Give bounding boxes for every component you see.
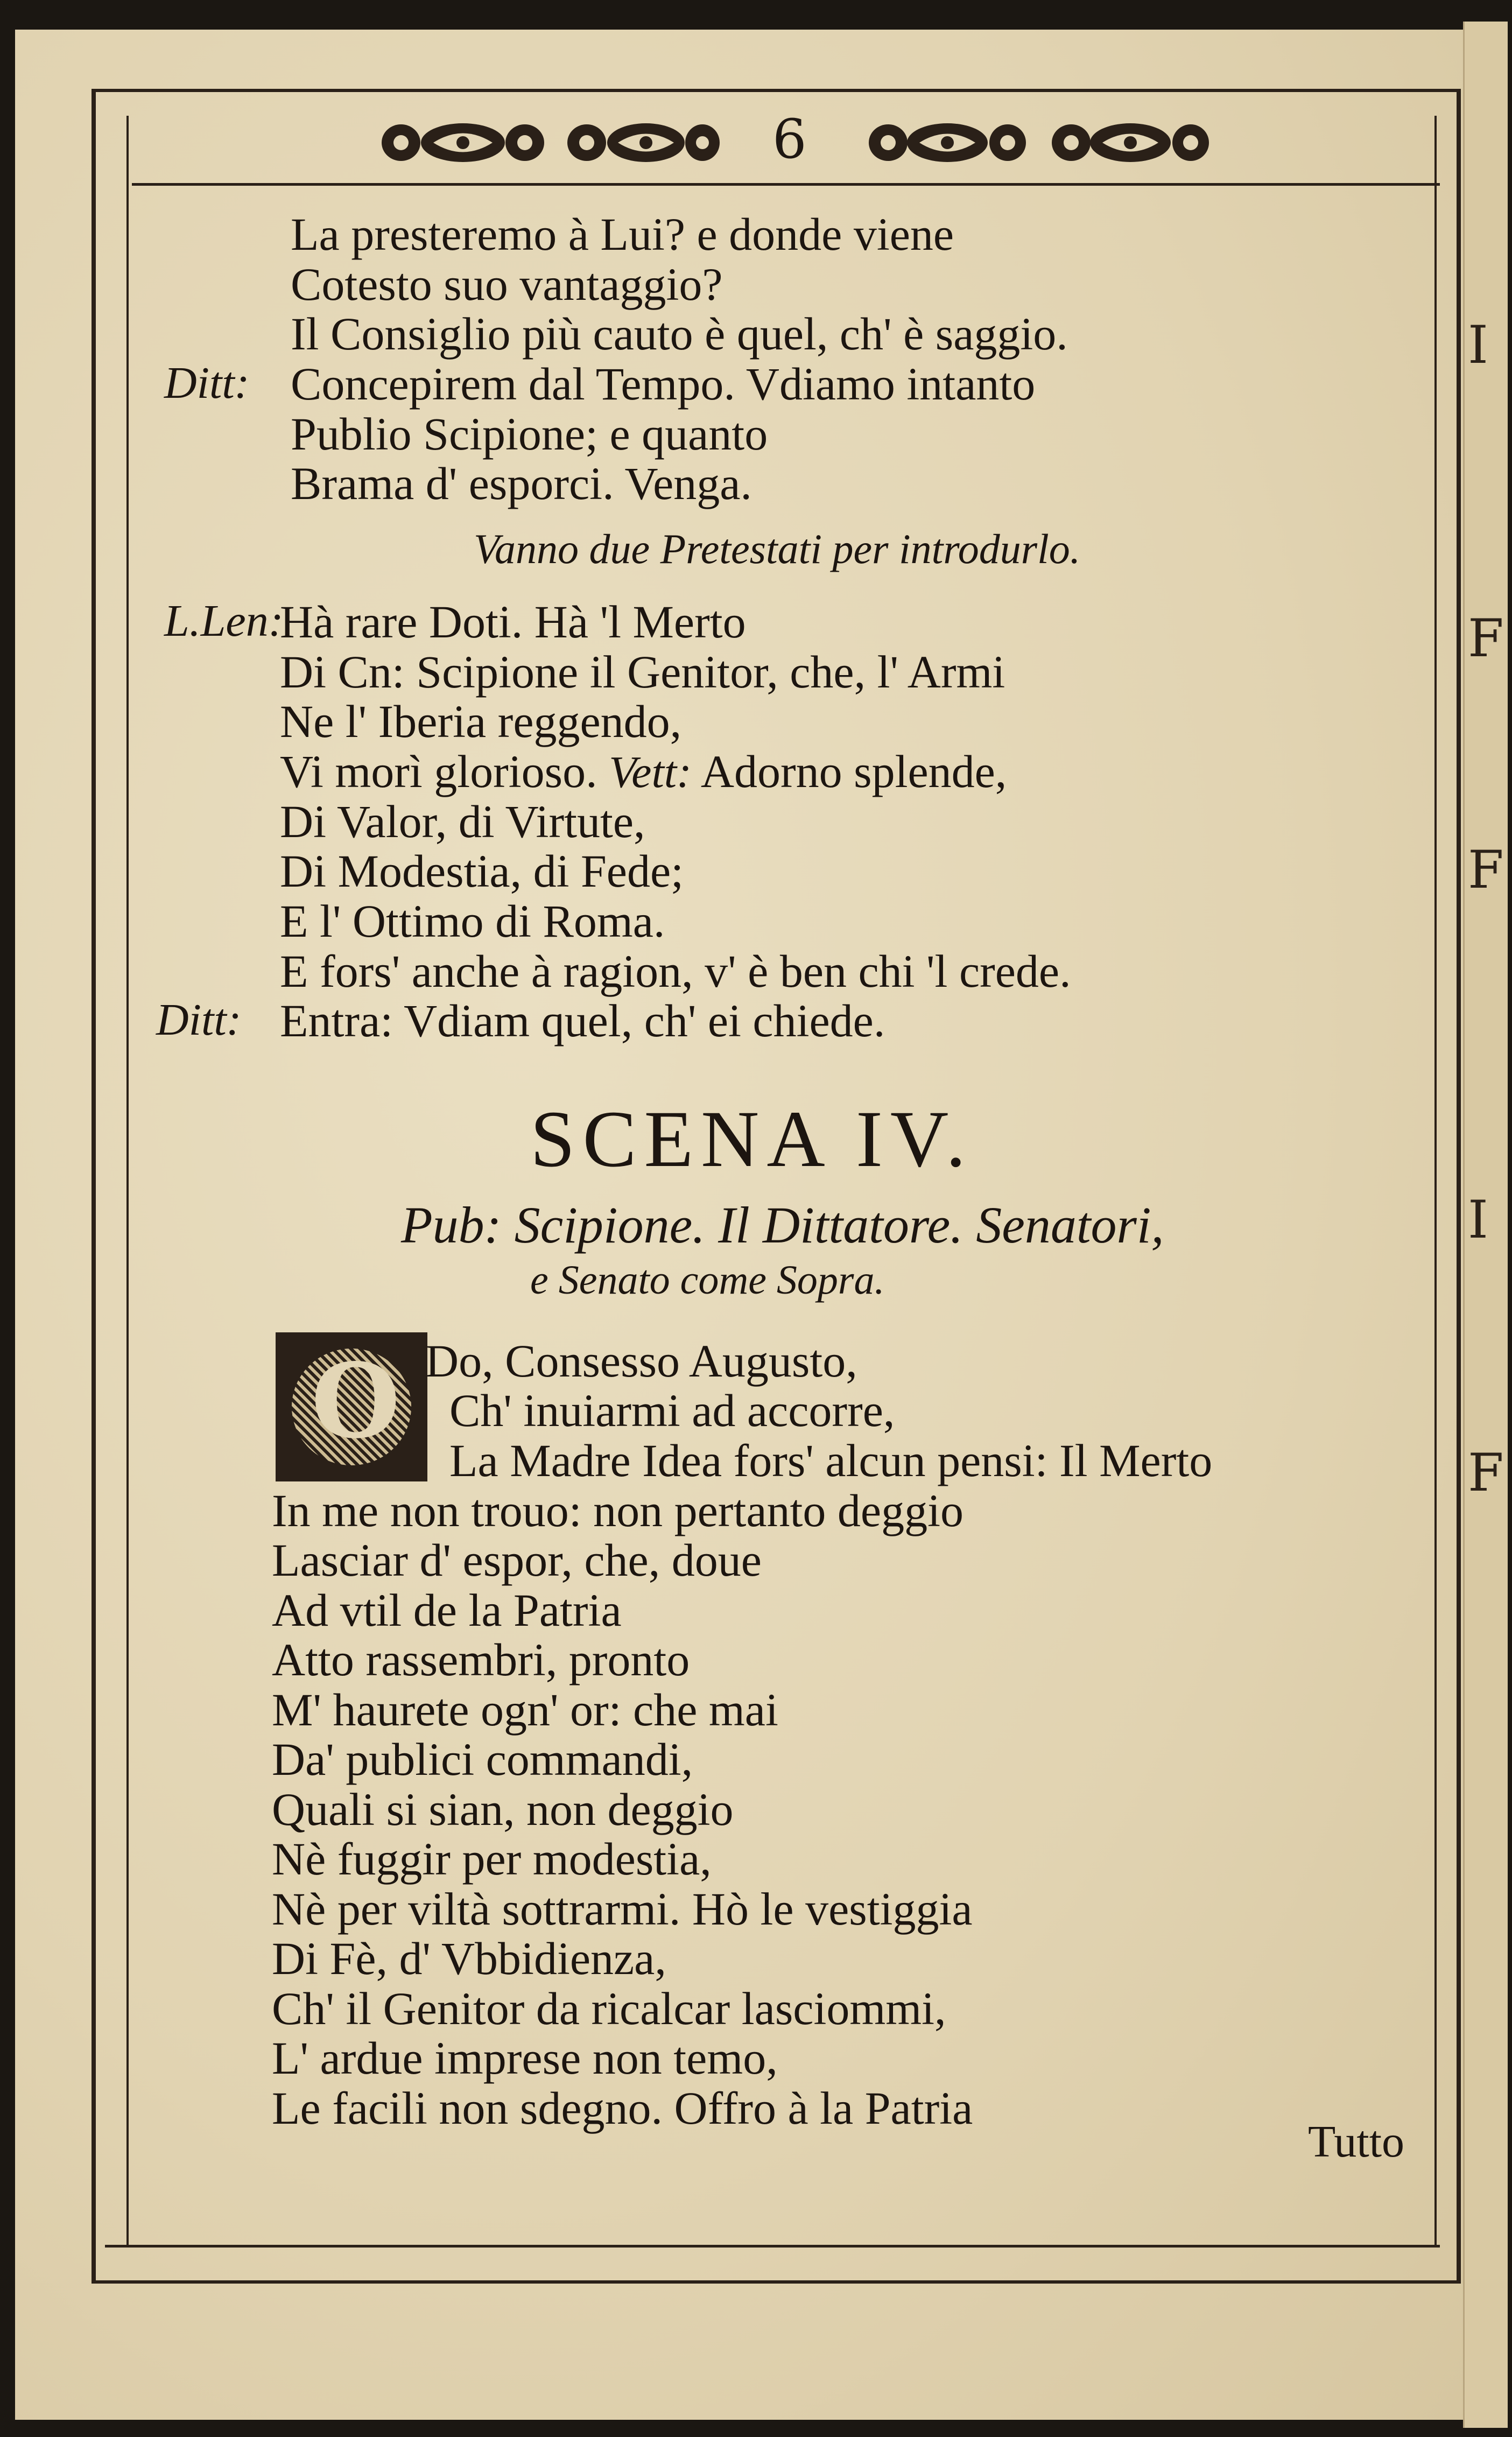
scene-characters-continued: e Senato come Sopra. [530,1258,885,1303]
header-rule [132,183,1440,186]
verse-line: Nè fuggir per modestia, [272,1833,712,1885]
verse-line: Le facili non sdegno. Offro à la Patria [272,2082,973,2134]
decorated-initial [276,1332,427,1481]
facing-page-edge [1463,22,1508,2428]
verse-line: Il Consiglio più cauto è quel, ch' è saggio. [291,308,1068,360]
verse-line: L' ardue imprese non temo, [272,2032,778,2084]
verse-line: Entra: Vdiam quel, ch' ei chiede. [280,995,885,1047]
verse-line: Ch' inuiarmi ad accorre, [449,1385,895,1436]
verse-line [280,745,1007,798]
page-border-inner-left [126,116,129,2248]
verse-line: La Madre Idea fors' alcun pensi: Il Merto [449,1435,1213,1486]
verse-line: La presteremo à Lui? e donde viene [291,208,954,260]
verse-line: Cotesto suo vantaggio? [291,258,723,310]
facing-page-fragment: I [1468,315,1488,375]
facing-page-fragment: I [1468,1190,1488,1250]
verse-line: Nè per viltà sottrarmi. Hò le vestiggia [272,1883,973,1935]
catchword: Tutto [1308,2117,1405,2167]
verse-line: Brama d' esporci. Venga. [291,458,752,509]
verse-line: Do, Consesso Augusto, [425,1335,857,1387]
verse-line: Publio Scipione; e quanto [291,408,768,460]
page-border-inner-right [1434,116,1437,2248]
verse-line: Ch' il Genitor da ricalcar lasciommi, [272,1983,946,2034]
header-ornament-2 [565,113,721,172]
verse-line: E fors' anche à ragion, v' è ben chi 'l crede. [280,945,1071,997]
header-ornament-4 [1050,113,1211,172]
verse-line: Hà rare Doti. Hà 'l Merto [280,596,746,648]
speaker-label: Vett: [609,747,692,797]
header-ornament-3 [867,113,1028,172]
verse-line: Di Modestia, di Fede; [280,845,684,897]
verse-text: Adorno splende, [700,746,1007,797]
facing-page-fragment: F [1468,608,1504,669]
verse-line: Concepirem dal Tempo. Vdiamo intanto [291,358,1036,410]
verse-text: Vi morì glorioso. [280,746,597,797]
scene-title: SCENA IV. [530,1094,974,1184]
scene-characters: Pub: Scipione. Il Dittatore. Senatori, [401,1196,1164,1254]
verse-line: E l' Ottimo di Roma. [280,895,665,947]
verse-line: Quali si sian, non deggio [272,1783,734,1835]
facing-page-fragment: F [1468,1443,1504,1503]
verse-line: Lasciar d' espor, che, doue [272,1534,762,1586]
speaker-label: Ditt: [164,358,250,408]
verse-line: Di Valor, di Virtute, [280,796,645,847]
verse-line: M' haurete ogn' or: che mai [272,1684,778,1736]
verse-line: In me non trouo: non pertanto deggio [272,1485,964,1536]
header-ornament-1 [379,113,546,172]
verse-line: Da' publici commandi, [272,1733,693,1785]
verse-line: Di Cn: Scipione il Genitor, che, l' Armi [280,646,1005,698]
verse-line: Atto rassembri, pronto [272,1634,690,1685]
stage-direction: Vanno due Pretestati per introdurlo. [474,525,1081,572]
speaker-label: L.Len: [164,596,284,646]
initial-letter: O [311,1341,400,1461]
verse-line: Ne l' Iberia reggendo, [280,696,682,747]
footer-rule [105,2245,1440,2248]
facing-page-fragment: F [1468,840,1504,900]
speaker-label: Ditt: [156,995,242,1045]
verse-line: Di Fè, d' Vbbidienza, [272,1933,666,1984]
page-number: 6 [772,108,807,171]
verse-line: Ad vtil de la Patria [272,1584,622,1636]
